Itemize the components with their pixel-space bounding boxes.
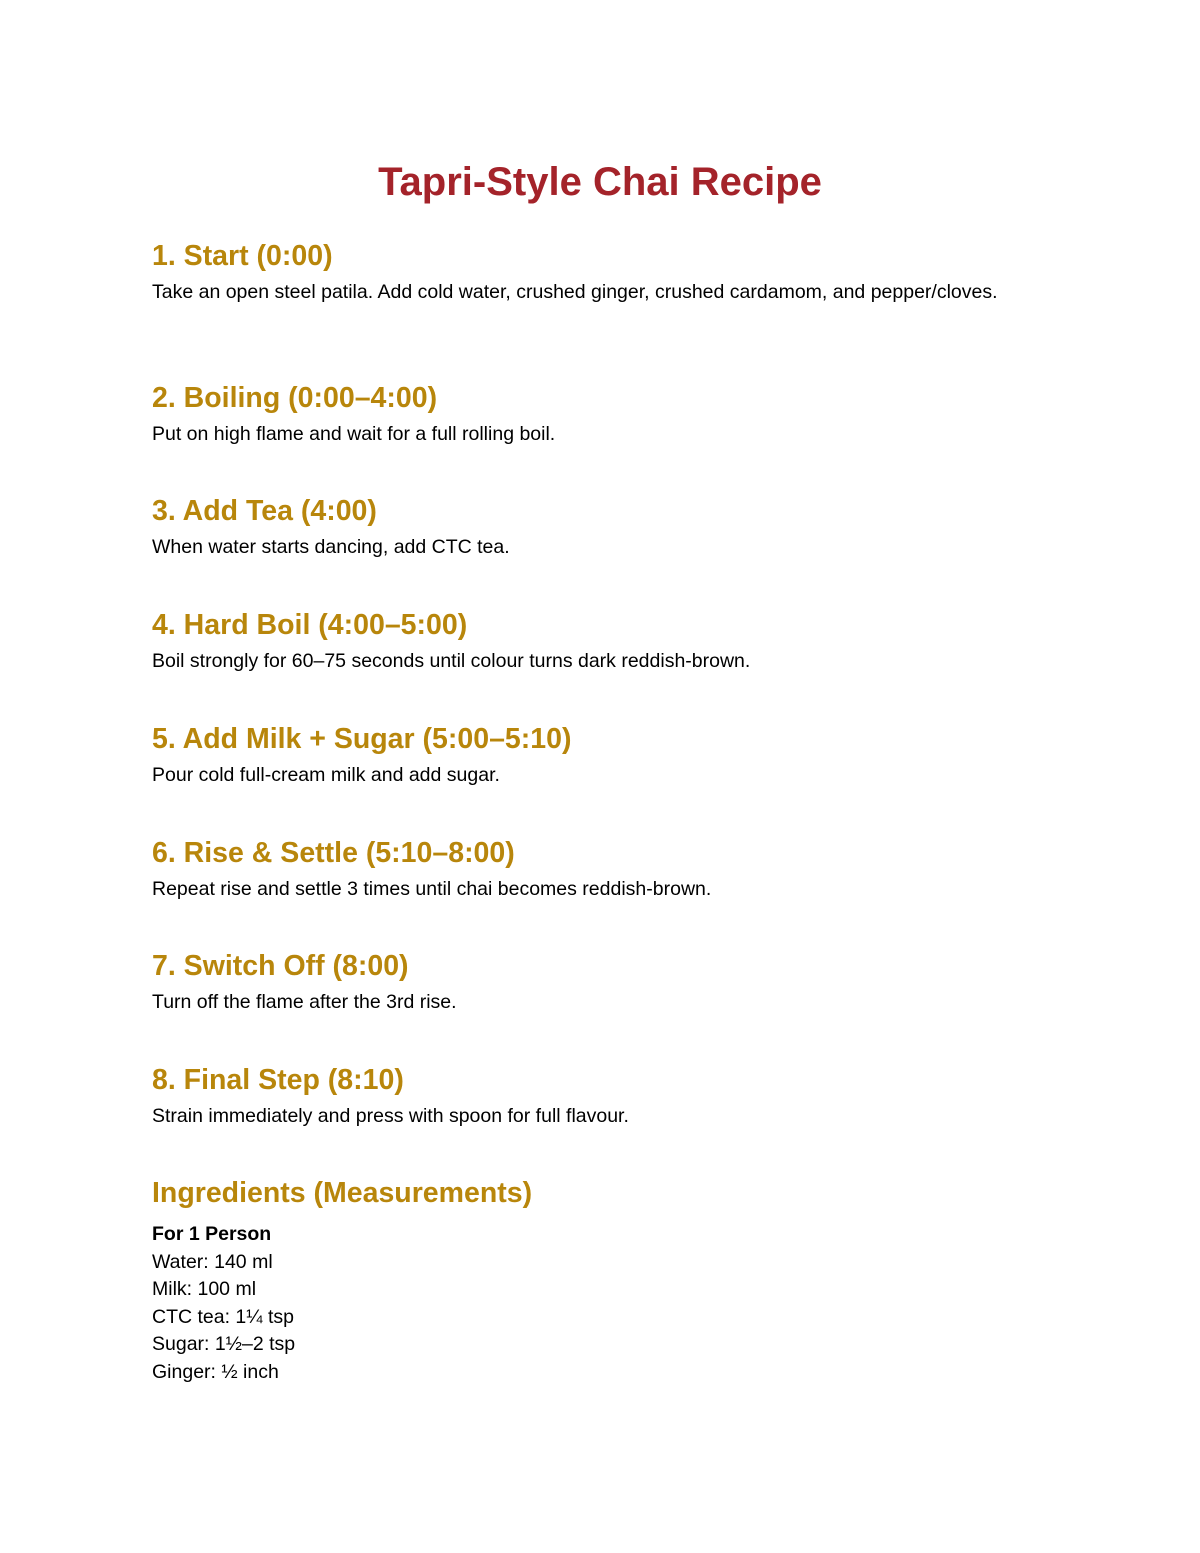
step-3: [152, 493, 1052, 561]
step-4-text: Boil strongly for 60–75 seconds until colour turns dark reddish-brown.: [152, 650, 751, 672]
step-6-text: Repeat rise and settle 3 times until chai becomes reddish-brown.: [152, 878, 712, 900]
step-5-text: Pour cold full-cream milk and add sugar.: [152, 764, 500, 786]
step-6: [152, 835, 1052, 903]
step-2-heading: 2. Boiling (0:00–4:00): [152, 382, 438, 414]
step-7-heading: 7. Switch Off (8:00): [152, 950, 409, 982]
ingredient-item: Milk: 100 ml: [152, 1278, 257, 1300]
step-7-text: Turn off the flame after the 3rd rise.: [152, 991, 457, 1013]
step-7: [152, 948, 1052, 1016]
ingredients-list: [152, 1249, 1052, 1387]
step-8: [152, 1062, 1052, 1130]
step-1: [152, 238, 1052, 306]
ingredients-heading: Ingredients (Measurements): [152, 1177, 533, 1209]
step-8-heading: 8. Final Step (8:10): [152, 1064, 404, 1096]
step-5: [152, 721, 1052, 789]
step-1-text: Take an open steel patila. Add cold water, crushed ginger, crushed cardamom, and pepper/cloves.: [152, 281, 998, 303]
page-title: Tapri-Style Chai Recipe: [378, 160, 822, 204]
step-2-text: Put on high flame and wait for a full rolling boil.: [152, 423, 556, 445]
step-1-heading: 1. Start (0:00): [152, 240, 333, 272]
step-5-heading: 5. Add Milk + Sugar (5:00–5:10): [152, 723, 572, 755]
ingredients-section: [152, 1175, 1052, 1386]
ingredient-item: Sugar: 1½–2 tsp: [152, 1333, 296, 1355]
ingredient-item: Water: 140 ml: [152, 1250, 273, 1273]
step-3-heading: 3. Add Tea (4:00): [152, 495, 377, 527]
ingredient-item: CTC tea: 1¼ tsp: [152, 1305, 294, 1328]
step-2: [152, 380, 1052, 448]
ingredient-item: Ginger: ½ inch: [152, 1360, 279, 1383]
step-4: [152, 607, 1052, 675]
step-8-text: Strain immediately and press with spoon for full flavour.: [152, 1105, 629, 1127]
step-4-heading: 4. Hard Boil (4:00–5:00): [152, 609, 468, 641]
step-3-text: When water starts dancing, add CTC tea.: [152, 536, 510, 558]
ingredients-subheading: For 1 Person: [152, 1223, 272, 1245]
step-6-heading: 6. Rise & Settle (5:10–8:00): [152, 837, 515, 869]
